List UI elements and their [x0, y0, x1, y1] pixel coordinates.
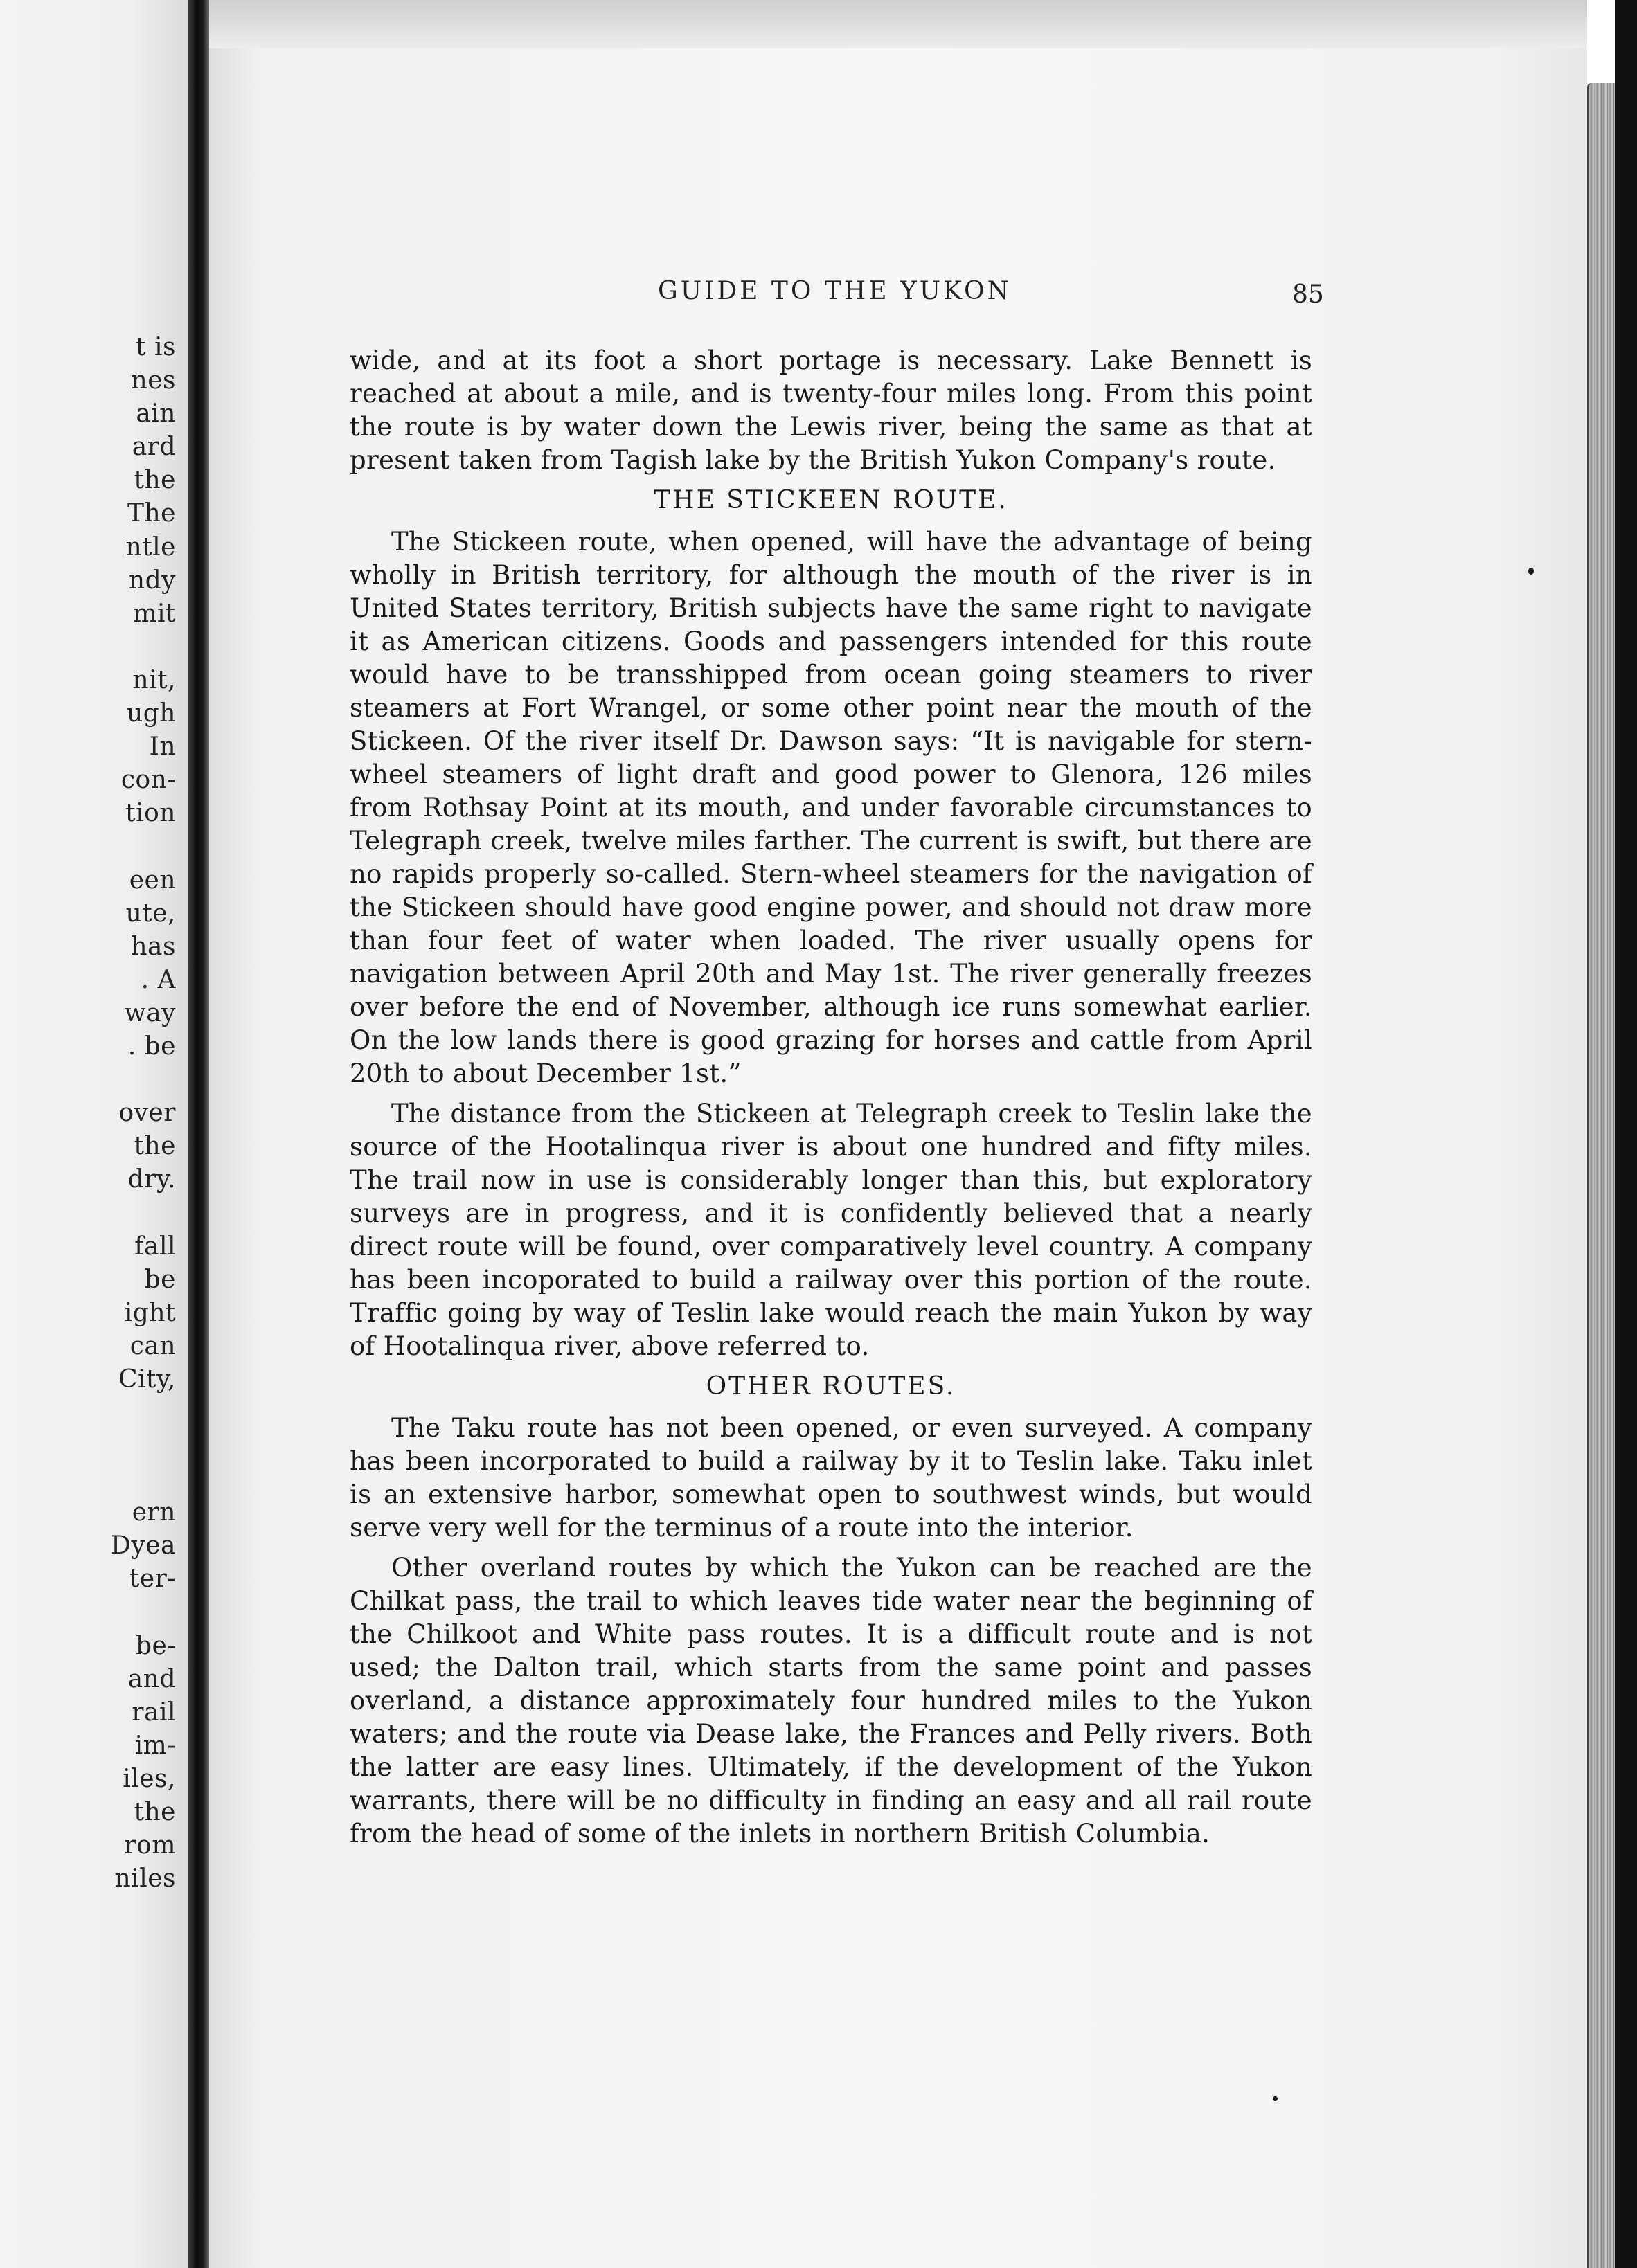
left-page-fragment-line: im- [134, 1731, 176, 1760]
left-page-fragment-line: dry. [127, 1165, 176, 1194]
book-gutter [188, 0, 209, 2268]
left-page-fragment-line: ndy [128, 566, 176, 595]
left-page-fragment-line: way [124, 998, 176, 1027]
paragraph-stickeen-1: The Stickeen route, when opened, will have the advantage of being wholly in British territory, for although the mouth of the river is in United States territory, British subjects have the same right to navigate it as American citizens. Goods and passengers intended for this route would have to be transshipped from ocean going steamers to river steamers at Fort Wrangel, or some other point near the mouth of the Stickeen. Of the river itself Dr. Dawson says: “It is navigable for stern-wheel steamers of light draft and good power to Glenora, 126 miles from Rothsay Point at its mouth, and under favorable circumstances to Telegraph creek, twelve miles farther. The current is swift, but there are no rapids properly so-called. Stern-wheel steamers for the navigation of the Stickeen should have good engine power, and should not draw more than four feet of water when loaded. The river usually opens for navigation between April 20th and May 1st. The river generally freezes over before the end of November, although ice runs somewhat earlier. On the low lands there is good grazing for horses and cattle from April 20th to about December 1st.” [350, 527, 1312, 1088]
left-page-fragment-line: nit, [132, 665, 176, 694]
section-heading-stickeen: THE STICKEEN ROUTE. [654, 486, 1008, 514]
left-page-fragment-line: fall [134, 1232, 176, 1261]
paragraph-intro: wide, and at its foot a short portage is necessary. Lake Bennett is reached at about a mile, and is twenty-four miles long. From this point the route is by water down the Lewis river, being the same as that at present taken from Tagish lake by the British Yukon Company's route. [350, 345, 1312, 475]
left-page-fragment-line [111, 1430, 176, 1463]
left-page-fragment-line: rom [124, 1831, 176, 1860]
left-page-fragment-line: the [134, 466, 176, 495]
left-page-fragment-line: can [129, 1331, 176, 1360]
left-page-fragment-line: . A [141, 965, 176, 994]
left-page-fragment-line: iles, [123, 1765, 176, 1794]
left-page-fragment-line: ern [132, 1498, 176, 1527]
left-page-fragment-line [111, 1596, 176, 1630]
scan-border [1615, 0, 1637, 2268]
section-heading-other-routes: OTHER ROUTES. [706, 1372, 956, 1401]
left-page-fragment-line: and [127, 1664, 176, 1693]
left-page-fragment-line: niles [114, 1864, 176, 1893]
page-edges [1587, 83, 1617, 2268]
left-page-fragment-line: t is [136, 333, 176, 361]
left-page-text-fragments [111, 331, 176, 1896]
left-page-fragment-line: . be [127, 1032, 176, 1061]
paragraph-other-1: The Taku route has not been opened, or even surveyed. A company has been incorporated to build a railway by it to Teslin lake. Taku inlet is an extensive harbor, somewhat open to southwest winds, but would serve very well for the terminus of a route into the interior. [350, 1413, 1312, 1542]
left-page-fragment-line: the [134, 1798, 176, 1827]
left-page-fragment-line [111, 1396, 176, 1430]
left-page-fragment-line: ter- [129, 1565, 176, 1594]
paragraph-other-2: Other overland routes by which the Yukon can be reached are the Chilkat pass, the trail to which leaves tide water near the beginning of the Chilkoot and White pass routes. It is a difficult route and is not used; the Dalton trail, which starts from the same point and passes overland, a distance approximately four hundred miles to the Yukon waters; and the route via Dease lake, the Frances and Pelly rivers. Both the latter are easy lines. Ultimately, if the development of the Yukon warrants, there will be no difficulty in finding an easy and all rail route from the head of some of the inlets in northern British Columbia. [350, 1553, 1312, 1848]
left-page-fragment-line: be [144, 1265, 176, 1294]
left-page-fragment-line: tion [125, 799, 176, 828]
left-page-fragment-line: ugh [127, 699, 176, 728]
left-page-fragment-line: ute, [125, 899, 176, 928]
left-page-fragment-line: be- [135, 1631, 176, 1660]
left-page-fragment-line: mit [133, 599, 176, 628]
left-page-fragment-line: City, [118, 1365, 176, 1394]
left-page-fragment-line: Dyea [111, 1531, 176, 1560]
left-page-fragment-line: een [129, 865, 176, 894]
left-page-fragment-line: ard [132, 433, 176, 462]
left-page-fragment-line: ntle [125, 532, 176, 561]
page-body [350, 344, 1312, 1857]
scan-speck [1528, 568, 1534, 575]
left-page-fragment-line: In [149, 732, 176, 762]
left-page-fragment-line [111, 1196, 176, 1230]
left-page [0, 0, 188, 2268]
left-page-fragment-line: con- [120, 766, 176, 795]
left-page-fragment-line: has [131, 932, 176, 961]
left-page-fragment-line [111, 1063, 176, 1097]
left-page-fragment-line [111, 830, 176, 863]
scan-speck [1273, 2096, 1278, 2101]
left-page-fragment-line: rail [132, 1698, 176, 1727]
left-page-fragment-line [111, 631, 176, 664]
left-page-fragment-line [111, 1463, 176, 1496]
paragraph-stickeen-2: The distance from the Stickeen at Telegraph creek to Teslin lake the source of the Hootalinqua river is about one hundred and fifty miles. The trail now in use is considerably longer than this, but exploratory surveys are in progress, and it is confidently believed that a nearly direct route will be found, over comparatively level country. A company has been incoporated to build a railway over this portion of the route. Traffic going by way of Teslin lake would reach the main Yukon by way of Hootalinqua river, above referred to. [350, 1099, 1312, 1361]
page-top-shadow [209, 0, 1587, 48]
left-page-fragment-line: nes [131, 366, 176, 395]
left-page-fragment-line: ain [136, 399, 176, 429]
left-page-fragment-line: ight [124, 1298, 176, 1327]
running-head: GUIDE TO THE YUKON [658, 277, 1012, 305]
page-number: 85 [1292, 280, 1324, 309]
left-page-fragment-line: The [127, 499, 176, 528]
left-page-fragment-line: over [118, 1099, 176, 1128]
left-page-fragment-line: the [134, 1132, 176, 1161]
